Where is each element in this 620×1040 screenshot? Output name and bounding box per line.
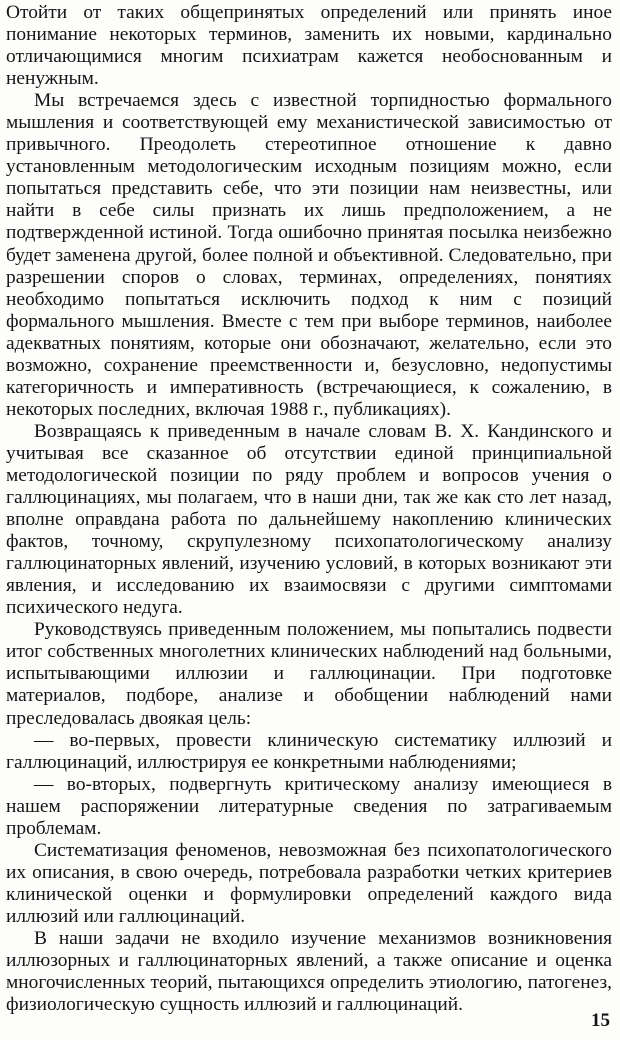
list-item-second-goal: — во-вторых, подвергнуть критическому анализу имеющиеся в нашем распоряжении литературные сведения по затрагиваемым проблемам. <box>6 773 612 839</box>
paragraph-3: Возвращаясь к приведенным в начале словам В. Х. Кандинского и учитывая все сказанное об отсутствии единой принципиальной методологической позиции по ряду проблем и вопросов учения о галлюцинациях, мы полагаем, что в наши дни, так же как сто лет назад, вполне оправдана работа по дальнейшему накоплению клинических фактов, точному, скрупулезному психопатологическому анализу галлюцинаторных явлений, изучению условий, в которых возникают эти явления, и исследованию их взаимосвязи с другими симптомами психического недуга. <box>6 420 612 619</box>
list-item-first-goal: — во-первых, провести клиническую систематику иллюзий и галлюцинаций, иллюстрируя ее конкретными наблюдениями; <box>6 729 612 773</box>
paragraph-2: Мы встречаемся здесь с известной торпидностью формального мышления и соответствующей ему механистической зависимостью от привычного. Преодолеть стереотипное отношение к давно установленным методологическим исходным позициям можно, если попытаться представить себе, что эти позиции нам неизвестны, или найти в себе силы признать их лишь предположением, а не подтвержденной истиной. Тогда ошибочно принятая посылка неизбежно будет заменена другой, более полной и объективной. Следовательно, при разрешении споров о словах, терминах, определениях, понятиях необходимо попытаться исключить подход к ним с позиций формального мышления. Вместе с тем при выборе терминов, наиболее адекватных понятиям, которые они обозначают, желательно, если это возможно, сохранение преемственности и, безусловно, недопустимы категоричность и императивность (встречающиеся, к сожалению, в некоторых последних, включая 1988 г., публикациях). <box>6 90 612 420</box>
paragraph-5: Систематизация феноменов, невозможная без психопатологического их описания, в свою очередь, потребовала разработки четких критериев клинической оценки и формулировки определений каждого вида иллюзий или галлюцинаций. <box>6 839 612 927</box>
body-text <box>6 2 612 1016</box>
page-number: 15 <box>591 1010 610 1031</box>
paragraph-6: В наши задачи не входило изучение механизмов возникновения иллюзорных и галлюцинаторных явлений, а также описание и оценка многочисленных теорий, пытающихся определить этиологию, патогенез, физиологическую сущность иллюзий и галлюцинаций. <box>6 927 612 1016</box>
paragraph-4: Руководствуясь приведенным положением, мы попытались подвести итог собственных многолетних клинических наблюдений над больными, испытывающими иллюзии и галлюцинации. При подготовке материалов, подборе, анализе и обобщении наблюдений нами преследовалась двоякая цель: <box>6 619 612 729</box>
paragraph-1: Отойти от таких общепринятых определений или принять иное понимание некоторых терминов, заменить их новыми, кардинально отличающимися многим психиатрам кажется необоснованным и ненужным. <box>6 2 612 90</box>
